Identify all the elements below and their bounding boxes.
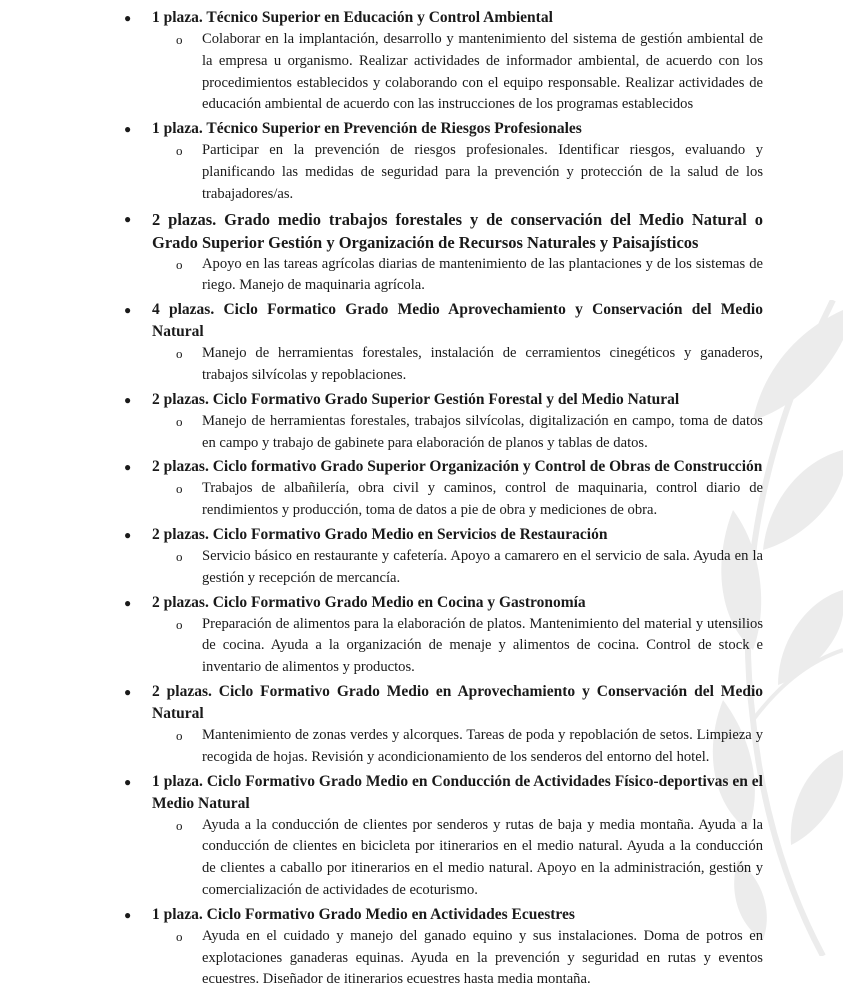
position-description-text: Apoyo en las tareas agrícolas diarias de mantenimiento de las plantaciones y de los sistemas de riego. Manejo de maquinaria agrícola.: [202, 255, 763, 294]
position-details: [152, 725, 763, 769]
position-item: [0, 522, 843, 590]
position-description: [152, 411, 763, 455]
position-description-text: Ayuda a la conducción de clientes por senderos y rutas de baja y media montaña. Ayuda a la conducción de clientes en bicicleta por itinerarios en el medio natural. Ayuda a la conducción de clientes a caballo por itinerarios en el medio natural. Apoyo en la administración, gestión y comercialización de actividades de ecoturismo.: [202, 816, 763, 898]
position-item: [0, 902, 843, 991]
position-description-text: Participar en la prevención de riesgos profesionales. Identificar riesgos, evaluando y planificando las medidas de seguridad para la prevención y protección de la salud de los trabajadores/as.: [202, 142, 763, 202]
position-heading: 1 plaza. Técnico Superior en Educación y Control Ambiental: [152, 9, 553, 26]
bullet-icon: ●: [124, 211, 132, 226]
bullet-icon: ●: [124, 907, 132, 922]
bullet-icon: ●: [124, 595, 132, 610]
position-description: [152, 140, 763, 205]
position-description-text: Mantenimiento de zonas verdes y alcorques. Tareas de poda y repoblación de setos. Limpieza y recogida de hojas. Revisión y acondicionamiento de los senderos del entorno del hotel.: [202, 726, 763, 765]
position-details: [152, 614, 763, 679]
position-details: [152, 926, 763, 991]
position-description: [152, 815, 763, 902]
position-heading: 2 plazas. Ciclo Formativo Grado Medio en Servicios de Restauración: [152, 525, 608, 543]
position-description-text: Trabajos de albañilería, obra civil y caminos, control de maquinaria, control diario de rendimientos y producción, toma de datos a pie de obra y mediciones de obra.: [202, 480, 763, 519]
position-details: [152, 254, 763, 298]
position-details: [152, 140, 763, 205]
position-item: [0, 590, 843, 679]
position-description-text: Ayuda en el cuidado y manejo del ganado equino y sus instalaciones. Doma de potros en explotaciones ganaderas equinas. Ayuda en la prevención y seguridad en rutas y eventos ecuestres. Diseñador de itinerarios ecuestres hasta media montaña.: [202, 927, 763, 988]
position-item: [0, 206, 843, 298]
position-description: [152, 725, 763, 769]
circle-bullet-icon: o: [176, 143, 183, 159]
position-item: [0, 679, 843, 769]
position-heading: 1 plaza. Técnico Superior en Prevención de Riesgos Profesionales: [152, 120, 582, 138]
position-heading: 4 plazas. Ciclo Formatico Grado Medio Aprovechamiento y Conservación del Medio Natural: [152, 301, 763, 341]
circle-bullet-icon: o: [176, 481, 183, 497]
positions-list: [0, 5, 843, 991]
position-heading: 2 plazas. Ciclo Formativo Grado Medio en Aprovechamiento y Conservación del Medio Natural: [152, 682, 763, 722]
circle-bullet-icon: o: [176, 817, 183, 833]
position-heading: 2 plazas. Ciclo Formativo Grado Medio en Cocina y Gastronomía: [152, 593, 586, 611]
bullet-icon: ●: [124, 527, 132, 542]
position-description: [152, 254, 763, 298]
position-description: [152, 546, 763, 590]
circle-bullet-icon: o: [176, 727, 183, 743]
circle-bullet-icon: o: [176, 548, 183, 564]
position-heading: 1 plaza. Ciclo Formativo Grado Medio en Conducción de Actividades Físico-deportivas en el Medio Natural: [152, 772, 763, 812]
position-details: [152, 478, 763, 522]
position-description: [152, 926, 763, 991]
position-item: [0, 387, 843, 455]
position-item: [0, 297, 843, 387]
position-description: [152, 343, 763, 387]
job-openings-document: [0, 5, 843, 991]
bullet-icon: ●: [124, 684, 132, 699]
position-description: [152, 478, 763, 522]
position-heading: 1 plaza. Ciclo Formativo Grado Medio en Actividades Ecuestres: [152, 905, 575, 923]
circle-bullet-icon: o: [176, 32, 183, 47]
position-description: [152, 29, 763, 116]
position-item: [0, 769, 843, 902]
position-details: [152, 546, 763, 590]
position-description-text: Manejo de herramientas forestales, trabajos silvícolas, digitalización en campo, toma de datos en campo y trabajo de gabinete para elaboración de planos y tablas de datos.: [202, 412, 763, 451]
position-item: [0, 116, 843, 205]
position-details: [152, 29, 763, 116]
position-heading: 2 plazas. Ciclo formativo Grado Superior Organización y Control de Obras de Construcción: [152, 458, 763, 476]
bullet-icon: ●: [124, 122, 132, 137]
position-description-text: Servicio básico en restaurante y cafetería. Apoyo a camarero en el servicio de sala. Ayuda en la gestión y recepción de mercancía.: [202, 547, 763, 586]
position-description-text: Preparación de alimentos para la elaboración de platos. Mantenimiento del material y utensilios de cocina. Ayuda a la organización de menaje y alimentos de cocina. Control de stock e inventario de alimentos y productos.: [202, 615, 763, 676]
position-description-text: Colaborar en la implantación, desarrollo y mantenimiento del sistema de gestión ambiental de la empresa u organismo. Realizar actividades de informador ambiental, de acuerdo con los procedimientos establecidos y colaborando con el equipo responsable. Realizar actividades de educación ambiental de acuerdo con las instrucciones de los programas establecidos: [202, 31, 763, 113]
position-details: [152, 343, 763, 387]
circle-bullet-icon: o: [176, 346, 183, 362]
bullet-icon: ●: [124, 303, 132, 318]
bullet-icon: ●: [124, 774, 132, 789]
bullet-icon: ●: [124, 11, 132, 25]
circle-bullet-icon: o: [176, 413, 183, 429]
position-item: [0, 5, 843, 116]
circle-bullet-icon: o: [176, 928, 183, 944]
position-heading: 2 plazas. Ciclo Formativo Grado Superior Gestión Forestal y del Medio Natural: [152, 390, 680, 408]
bullet-icon: ●: [124, 460, 132, 475]
circle-bullet-icon: o: [176, 616, 183, 632]
position-description-text: Manejo de herramientas forestales, instalación de cerramientos cinegéticos y ganaderos, trabajos silvícolas y repoblaciones.: [202, 345, 763, 383]
position-heading: 2 plazas. Grado medio trabajos forestales y de conservación del Medio Natural o Grado Superior Gestión y Organización de Recursos Naturales y Paisajísticos: [152, 209, 763, 252]
position-item: [0, 454, 843, 522]
bullet-icon: ●: [124, 392, 132, 407]
position-details: [152, 815, 763, 902]
circle-bullet-icon: o: [176, 256, 183, 272]
position-details: [152, 411, 763, 455]
position-description: [152, 614, 763, 679]
